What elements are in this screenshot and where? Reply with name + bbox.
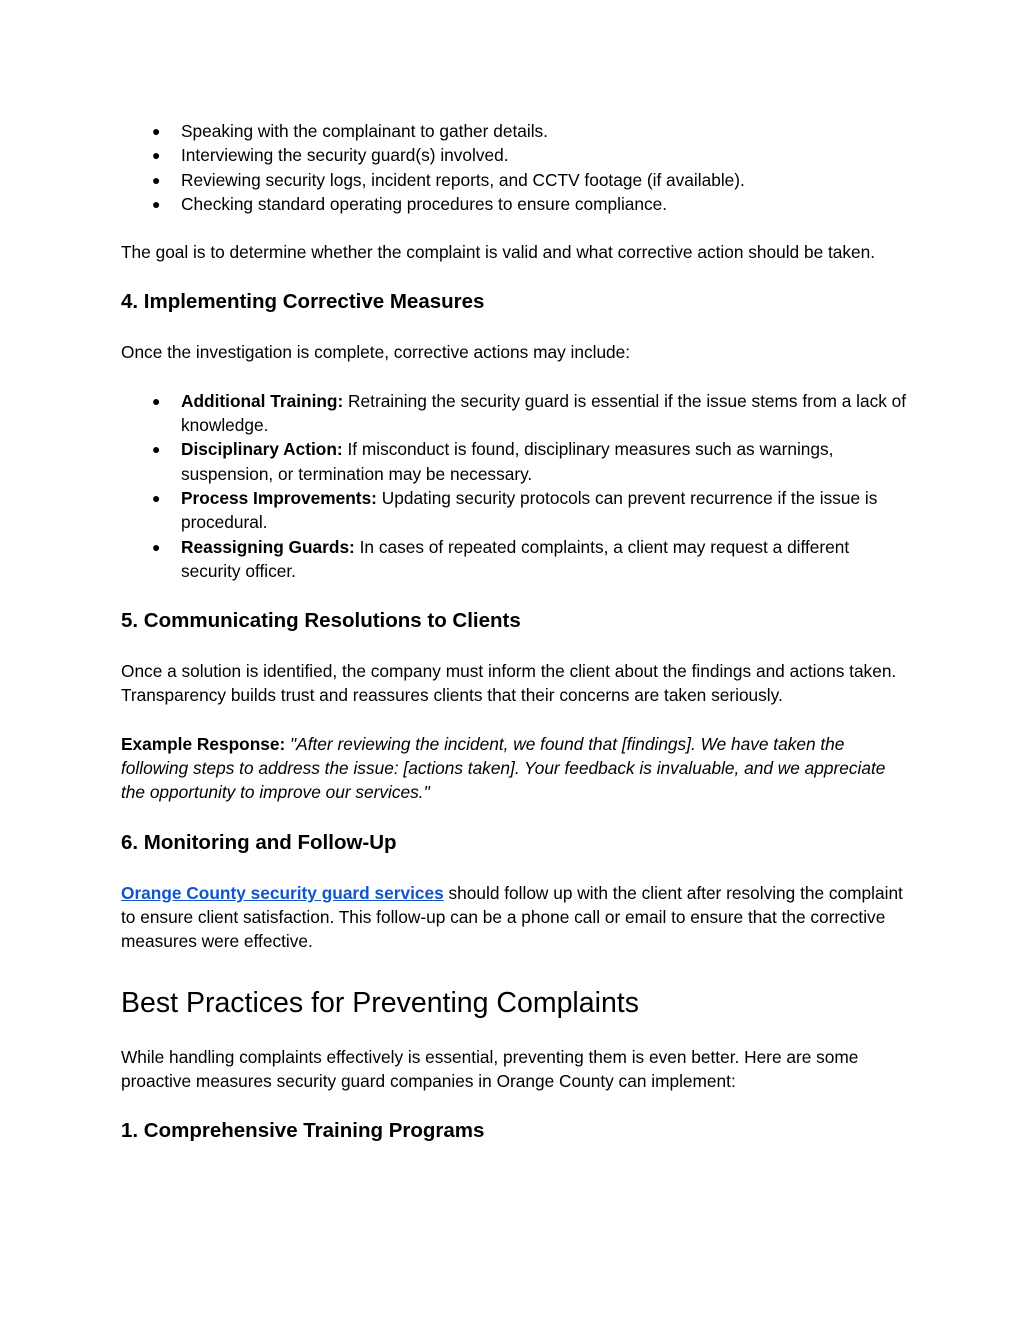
item-label: Reassigning Guards: xyxy=(181,536,355,557)
item-label: Disciplinary Action: xyxy=(181,439,343,460)
goal-paragraph: The goal is to determine whether the complaint is valid and what corrective action should be taken. xyxy=(121,242,876,263)
list-item: ● Process Improvements: Updating security protocols can prevent recurrence if the issue is procedural. xyxy=(152,487,878,533)
example-response xyxy=(121,732,911,805)
item-label: Process Improvements: xyxy=(181,487,377,508)
section4-intro: Once the investigation is complete, corrective actions may include: xyxy=(121,342,631,363)
section5-paragraph: Once a solution is identified, the company must inform the client about the findings and actions taken. Transparency builds trust and reassures clients that their concerns are taken seriously. xyxy=(121,661,897,706)
document-page xyxy=(121,119,911,1145)
bullet-icon: ● xyxy=(152,538,161,555)
bullet-icon: ● xyxy=(152,489,161,506)
best-practices-paragraph: While handling complaints effectively is essential, preventing them is even better. Here are some proactive measures security guard companies in Orange County can implement: xyxy=(121,1046,859,1091)
investigation-steps-list xyxy=(121,119,911,216)
list-item: ● Interviewing the security guard(s) involved. xyxy=(121,143,911,167)
training-programs-heading: 1. Comprehensive Training Programs xyxy=(121,1119,485,1143)
list-item: ● Disciplinary Action: If misconduct is found, disciplinary measures such as warnings, suspension, or termination may be necessary. xyxy=(152,439,834,484)
corrective-actions-list xyxy=(121,389,911,583)
bullet-icon: ● xyxy=(152,171,161,188)
list-item: ● Reviewing security logs, incident reports, and CCTV footage (if available). xyxy=(121,168,911,192)
orange-county-services-link[interactable]: Orange County security guard services xyxy=(121,882,444,903)
bullet-icon: ● xyxy=(152,147,161,164)
best-practices-heading: Best Practices for Preventing Complaints xyxy=(121,986,639,1019)
list-item: ● Checking standard operating procedures to ensure compliance. xyxy=(121,192,911,216)
section6-paragraph: Orange County security guard services should follow up with the client after resolving the complaint to ensure client satisfaction. This follow-up can be a phone call or email to ensure that the corrective measures were effective. xyxy=(121,882,903,952)
list-item: ● Reassigning Guards: In cases of repeated complaints, a client may request a different security officer. xyxy=(152,536,850,581)
example-label: Example Response: xyxy=(121,733,286,754)
section5-heading: 5. Communicating Resolutions to Clients xyxy=(121,609,521,633)
example-text: "After reviewing the incident, we found that [findings]. We have taken the following steps to address the issue: [actions taken]. Your feedback is invaluable, and we appreciate the opportunity to improve our services." xyxy=(121,733,886,803)
bullet-icon: ● xyxy=(152,441,161,458)
list-item: ● Speaking with the complainant to gather details. xyxy=(121,119,911,143)
item-label: Additional Training: xyxy=(181,390,344,411)
bullet-icon: ● xyxy=(152,392,161,409)
bullet-icon: ● xyxy=(152,123,161,139)
section6-heading: 6. Monitoring and Follow-Up xyxy=(121,830,397,854)
list-item: ● Additional Training: Retraining the security guard is essential if the issue stems from a lack of knowledge. xyxy=(152,390,907,436)
section4-heading: 4. Implementing Corrective Measures xyxy=(121,290,485,314)
bullet-icon: ● xyxy=(152,195,161,212)
